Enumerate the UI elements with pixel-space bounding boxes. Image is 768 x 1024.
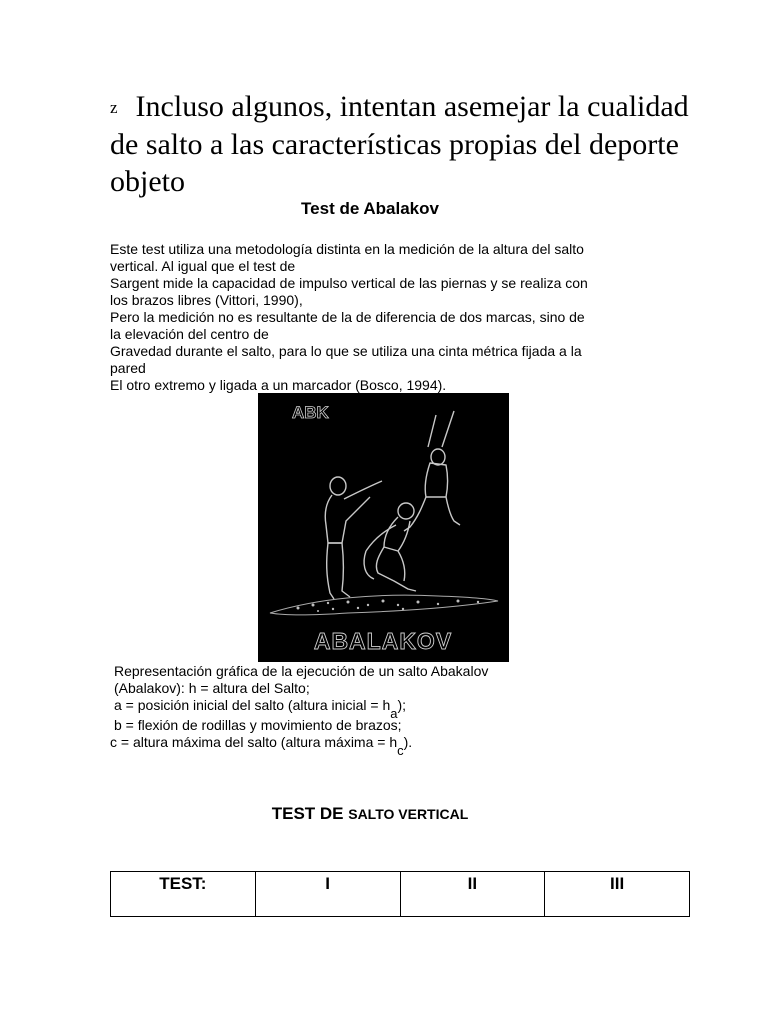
caption-line: (Abalakov): h = altura del Salto; xyxy=(114,680,310,696)
paragraph-line: vertical. Al igual que el test de xyxy=(110,258,296,274)
paragraph-line: El otro extremo y ligada a un marcador (Bosco, 1994). xyxy=(110,377,447,393)
figure-bottom-label: ABALAKOV xyxy=(313,628,453,654)
bullet-text: Incluso algunos, intentan asemejar la cualidad de salto a las características propias del deporte objeto xyxy=(110,90,689,198)
paragraph-line: pared xyxy=(110,360,146,376)
test-table xyxy=(110,871,690,917)
caption-line: c = altura máxima del salto (altura máxima = hc). xyxy=(110,734,413,758)
subscript-c: c xyxy=(397,743,404,758)
table-cell-test-label: TEST: xyxy=(111,872,256,917)
section-title-abalakov: Test de Abalakov xyxy=(301,199,439,218)
subscript-a: a xyxy=(390,706,398,721)
paragraph-line: Gravedad durante el salto, para lo que se utiliza una cinta métrica fijada a la xyxy=(110,343,582,359)
table-row xyxy=(111,872,690,917)
bullet-marker: z xyxy=(110,98,118,117)
abalakov-paragraph xyxy=(110,241,650,394)
caption-line: Representación gráfica de la ejecución de un salto Abakalov xyxy=(114,663,489,679)
figure-c-jumping xyxy=(404,411,460,531)
caption-line: a = posición inicial del salto (altura inicial = ha); xyxy=(114,697,407,721)
table-cell-iii: III xyxy=(545,872,690,917)
caption-line: b = flexión de rodillas y movimiento de brazos; xyxy=(114,717,402,733)
paragraph-line: Pero la medición no es resultante de la de diferencia de dos marcas, sino de xyxy=(110,309,585,325)
abalakov-jump-figure xyxy=(258,393,509,662)
figure-caption xyxy=(110,663,530,758)
paragraph-line: Este test utiliza una metodología distinta en la medición de la altura del salto xyxy=(110,241,584,257)
table-cell-ii: II xyxy=(400,872,545,917)
section-title-salto-vertical: TEST DE SALTO VERTICAL xyxy=(271,804,469,823)
paragraph-line: Sargent mide la capacidad de impulso vertical de las piernas y se realiza con xyxy=(110,275,588,291)
ground-shadow xyxy=(270,595,498,615)
bullet-paragraph xyxy=(110,88,710,200)
figure-b-crouched xyxy=(364,503,416,591)
paragraph-line: la elevación del centro de xyxy=(110,326,269,342)
figure-a-standing xyxy=(325,477,382,599)
figure-top-label: ABK xyxy=(292,403,329,422)
paragraph-line: los brazos libres (Vittori, 1990), xyxy=(110,292,303,308)
table-cell-i: I xyxy=(255,872,400,917)
